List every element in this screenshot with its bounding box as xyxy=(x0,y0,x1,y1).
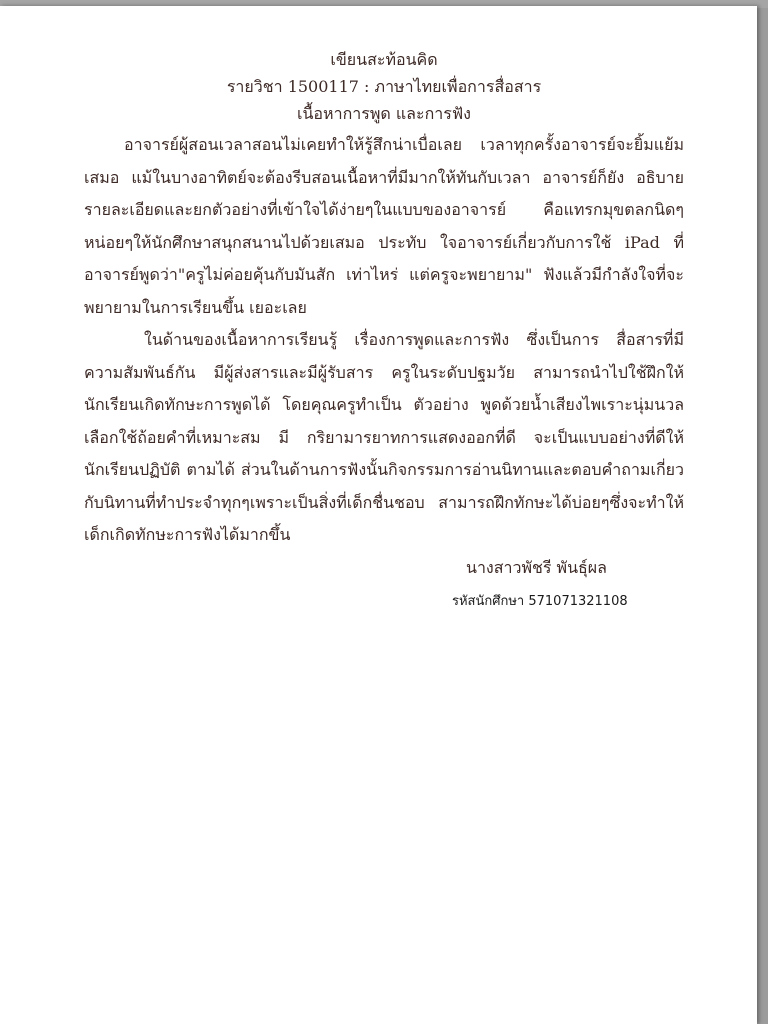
document-page[interactable] xyxy=(0,6,757,1024)
course-line: รายวิชา 1500117 : ภาษาไทยเพื่อการสื่อสาร xyxy=(226,77,542,96)
topic-line: เนื้อหาการพูด และการฟัง xyxy=(297,104,471,123)
author-name: นางสาวพัชรี พันธุ์ผล xyxy=(466,558,607,577)
paragraph-1: อาจารย์ผู้สอนเวลาสอนไม่เคยทำให้รู้สึกน่าเบื่อเลย เวลาทุกครั้งอาจารย์จะยิ้มแย้มเสมอ แม้ในบางอาทิตย์จะต้องรีบสอนเนื้อหาที่มีมากให้ทันกับเวลา อาจารย์ก็ยัง อธิบายรายละเอียดและยกตัวอย่างที่เข้าใจได้ง่ายๆในแบบของอาจารย์ คือแทรกมุขตลกนิดๆหน่อยๆให้นักศึกษาสนุกสนานไปด้วยเสมอ ประทับ ใจอาจารย์เกี่ยวกับการใช้ iPad ที่อาจารย์พูดว่า"ครูไม่ค่อยคุ้นกับมันสัก เท่าไหร่ แต่ครูจะพยายาม" ฟังแล้วมีกำลังใจที่จะพยายามในการเรียนขึ้น เยอะเลย xyxy=(84,135,684,317)
document-body xyxy=(84,46,684,552)
document-title: เขียนสะท้อนคิด xyxy=(330,50,438,69)
paragraph-2: ในด้านของเนื้อหาการเรียนรู้ เรื่องการพูดและการฟัง ซึ่งเป็นการ สื่อสารที่มีความสัมพันธ์กัน มีผู้ส่งสารและมีผู้รับสาร ครูในระดับปฐมวัย สามารถนำไปใช้ฝึกให้นักเรียนเกิดทักษะการพูดได้ โดยคุณครูทำเป็น ตัวอย่าง พูดด้วยน้ำเสียงไพเราะนุ่มนวล เลือกใช้ถ้อยคำที่เหมาะสม มี กริยามารยาทการแสดงออกที่ดี จะเป็นแบบอย่างที่ดีให้นักเรียนปฏิบัติ ตามได้ ส่วนในด้านการฟังนั้นกิจกรรมการอ่านนิทานและตอบคำถามเกี่ยว กับนิทานที่ทำประจำทุกๆเพราะเป็นสิ่งที่เด็กชื่นชอบ สามารถฝึกทักษะได้บ่อยๆซึ่งจะทำให้เด็กเกิดทักษะการฟังได้มากขึ้น xyxy=(84,330,684,544)
student-id: รหัสนักศึกษา 571071321108 xyxy=(452,594,628,609)
